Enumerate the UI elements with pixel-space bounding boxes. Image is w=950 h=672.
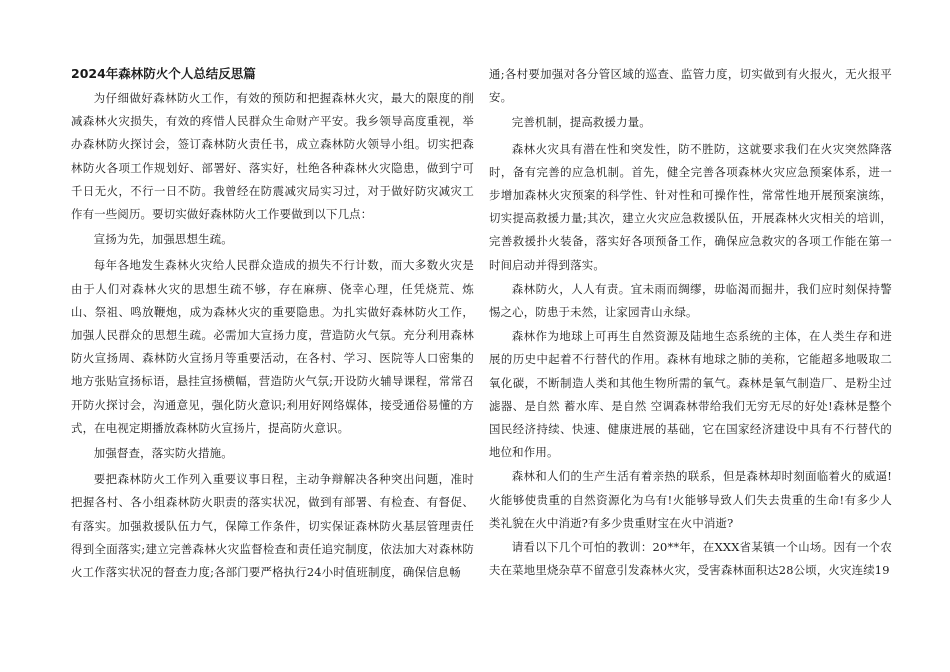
supervision-paragraph: 要把森林防火工作列入重要议事日程，主动争辩解决各种突出问题，准时把握各村、各小组森林防火职责的落实状况，做到有部署、有检查、有督促、有落实。加强救援队伍力气，保障工作条件，切实保证森林防火基层管理责任得到全面落实;建立完善森林火灾监督检查和责任追究制度，依法加大对森林防火工作落实状况的督查力度;各部门要严格执行24小时值班制度，确保信息畅: [71, 472, 474, 580]
lesson-paragraph: 请看以下几个可怕的教训：20**年，在XXX省某镇一个山场。因有一个农夫在菜地里烧杂草不留意引发森林火灾，受害森林面积达28公顷，火灾连续19: [489, 540, 892, 578]
forest-value-paragraph: 森林作为地球上可再生自然资源及陆地生态系统的主体，在人类生存和进展的历史中起着不行替代的作用。森林有地球之肺的美称，它能超多地吸取二氧化碳，不断制造人类和其他生物所需的氧气。森林是氧气制造厂、是粉尘过滤器、是自然 蓄水库、是自然 空调森林带给我们无穷无尽的好处!森林是整个国民经济持续、快速、健康进展的基础，它在国家经济建设中具有不行替代的地位和作用。: [489, 329, 892, 460]
section-heading-supervision: 加强督查，落实防火措施。: [93, 446, 233, 461]
section-heading-mechanism: 完善机制，提高救援力量。: [511, 115, 651, 130]
document-title: 2024年森林防火个人总结反思篇: [71, 66, 256, 81]
publicity-paragraph: 每年各地发生森林火灾给人民群众造成的损失不行计数，而大多数火灾是由于人们对森林火灾的思想生疏不够，存在麻痹、侥幸心理，任凭烧荒、炼山、祭祖、鸣放鞭炮，成为森林火灾的重要隐患。为扎实做好森林防火工作，加强人民群众的思想生疏。必需加大宣扬力度，营造防火气氛。充分利用森林防火宣扬周、森林防火宣扬月等重要活动，在各村、学习、医院等人口密集的地方张贴宣扬标语，悬挂宣扬横幅，营造防火气氛;开设防火辅导课程，常常召开防火探讨会，沟通意见，强化防火意识;利用好网络媒体，接受通俗易懂的方式，在电视定期播放森林防火宣扬片，提高防火意识。: [71, 258, 474, 435]
supervision-paragraph-continued: 通;各村要加强对各分管区域的巡查、监管力度，切实做到有火报火，无火报平安。: [489, 67, 892, 105]
mechanism-paragraph: 森林火灾具有潜在性和突发性，防不胜防，这就要求我们在火灾突然降落时，备有完善的应急机制。首先，健全完善各项森林火灾应急预案体系，进一步增加森林火灾预案的科学性、针对性和可操作性，常常性地开展预案演练，切实提高救援力量;其次，建立火灾应急救援队伍，开展森林火灾相关的培训，完善救援扑火装备，落实好各项预备工作，确保应急救灾的各项工作能在第一时间启动并得到落实。: [489, 141, 892, 272]
left-column: [71, 63, 474, 585]
fire-threat-paragraph: 森林和人们的生产生活有着亲热的联系，但是森林却时刻面临着火的威逼!火能够使贵重的自然资源化为乌有!火能够导致人们失去贵重的生命!有多少人类礼貌在火中消逝?有多少贵重财宝在火中消逝?: [489, 469, 892, 530]
section-heading-publicity: 宣扬为先，加强思想生疏。: [93, 232, 233, 247]
right-column: [489, 63, 892, 583]
responsibility-paragraph: 森林防火，人人有责。宜未雨而绸缪，毋临渴而掘井，我们应时刻保持警惕之心，防患于未然，让家园青山永绿。: [489, 281, 892, 320]
intro-paragraph: 为仔细做好森林防火工作，有效的预防和把握森林火灾，最大的限度的削减森林火灾损失，有效的疼惜人民群众生命财产平安。我乡领导高度重视，举办森林防火探讨会，签订森林防火责任书，成立森林防火领导小组。切实把森林防火各项工作规划好、部署好、落实好，杜绝各种森林火灾隐患，做到宁可千日无火，不行一日不防。我曾经在防震减灾局实习过，对于做好防灾减灾工作有一些阅历。要切实做好森林防火工作要做到以下几点：: [71, 91, 474, 222]
